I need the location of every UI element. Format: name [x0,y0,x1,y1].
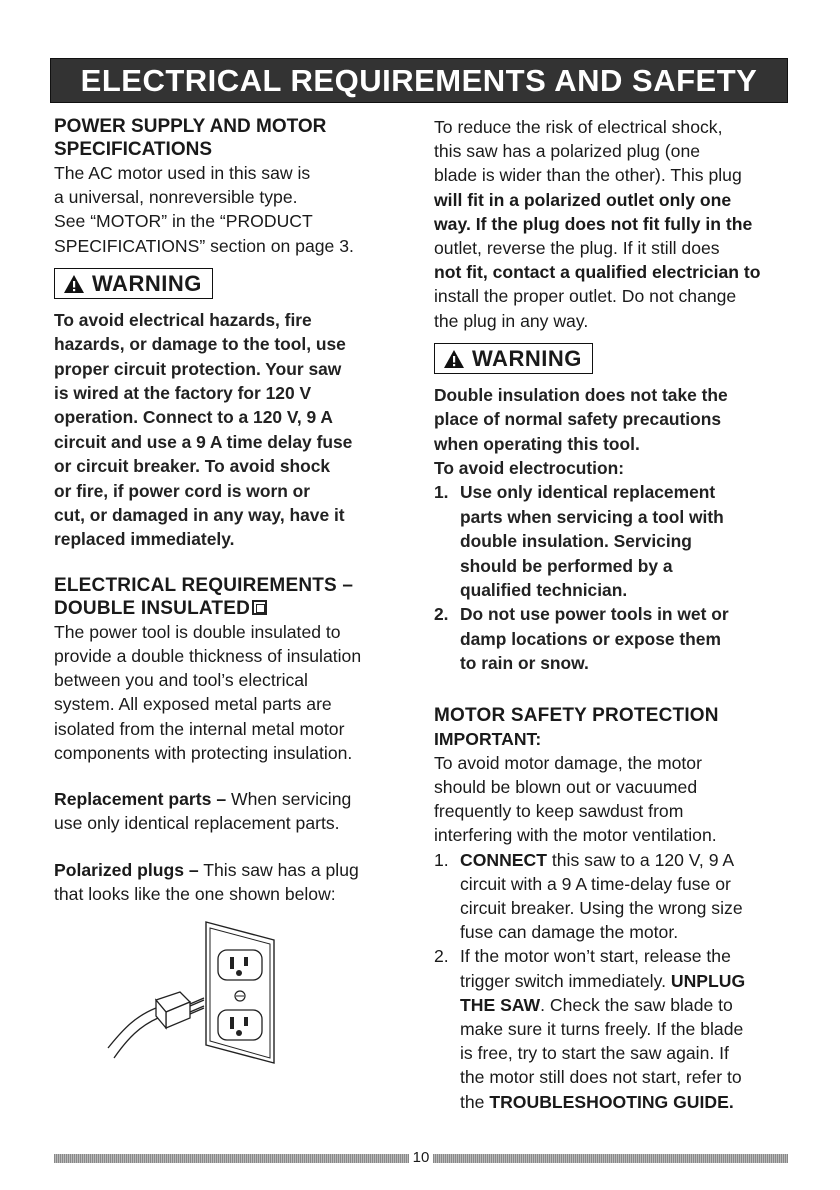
text-line: To reduce the risk of electrical shock, [434,117,723,137]
power-supply-heading [54,115,416,161]
text-line: The AC motor used in this saw is [54,163,311,183]
text-line: If the motor won’t start, release the [460,946,731,967]
warning-label-box [54,268,213,299]
text-line: a universal, nonreversible type. [54,187,298,208]
right-column [434,115,794,1114]
text-line: or fire, if power cord is worn or [54,480,311,501]
list-item [434,480,794,602]
motor-safety-text [434,751,794,848]
text-line: will fit in a polarized outlet only one [434,189,732,210]
page-number: 10 [412,1149,430,1166]
text-line: system. All exposed metal parts are [54,694,332,715]
list-item [434,602,794,675]
warning-label: WARNING [92,270,202,296]
text-line: interfering with the motor ventilation. [434,825,717,846]
left-column [54,115,416,1070]
text-line: is wired at the factory for 120 V [54,383,312,404]
text-line: double insulation. Servicing [460,531,692,552]
polarized-plugs-text [54,858,416,906]
text-line: circuit with a 9 A time-delay fuse or [460,873,731,894]
text-line: Double insulation does not take the [434,384,728,405]
text-line: make sure it turns freely. If the blade [460,1018,744,1039]
text-line: hazards, or damage to the tool, use [54,334,346,355]
text-line: to rain or snow. [460,653,589,674]
text-line: . Check the saw blade to [540,994,733,1015]
text-line: should be performed by a [460,555,673,576]
warning-triangle-icon [443,349,465,369]
replacement-parts-text [54,787,416,835]
text-line: operation. Connect to a 120 V, 9 A [54,407,333,428]
page-title: ELECTRICAL REQUIREMENTS AND SAFETY [80,62,758,98]
connect-label: CONNECT [460,849,547,870]
text-line: the motor still does not start, refer to [460,1067,742,1088]
text-line: circuit breaker. Using the wrong size [460,897,743,918]
heading-line: POWER SUPPLY AND MOTOR [54,116,327,137]
text-line: should be blown out or vacuumed [434,776,698,797]
text-line: The power tool is double insulated to [54,621,341,642]
text-line: replaced immediately. [54,529,235,550]
footer-bar-left [54,1154,409,1163]
list-item [434,944,794,1113]
text-line: Use only identical replacement [460,482,716,503]
step-number: 2. [434,604,449,625]
polarized-plugs-label: Polarized plugs – [54,859,199,880]
step-number: 1. [434,482,449,503]
polarized-plug-outlet-illustration [106,920,336,1065]
electrocution-steps [434,480,794,675]
motor-safety-heading: MOTOR SAFETY PROTECTION [434,704,719,726]
motor-steps [434,848,794,1114]
text-line: this saw has a polarized plug (one [434,141,701,162]
text-line: fuse can damage the motor. [460,922,679,943]
polarized-plug-explanation [434,115,794,333]
text-line: provide a double thickness of insulation [54,646,362,667]
text-line: trigger switch immediately. [460,970,671,991]
warning-text [54,308,416,552]
step-number: 2. [434,946,449,967]
page-banner [50,58,788,103]
text-line: use only identical replacement parts. [54,813,340,834]
double-insulation-warning [434,383,794,481]
text-line: circuit and use a 9 A time delay fuse [54,431,353,452]
unplug-label: UNPLUG [670,970,746,991]
text-line: way. If the plug does not fit fully in the [434,213,753,234]
text-line: blade is wider than the other). This plug [434,165,742,186]
important-label: IMPORTANT: [434,728,542,749]
heading-line: DOUBLE INSULATED [54,597,251,619]
text-line: parts when servicing a tool with [460,506,724,527]
text-line: See “MOTOR” in the “PRODUCT [54,211,313,232]
text-line: place of normal safety precautions [434,409,722,430]
step-number: 1. [434,849,449,870]
footer-bar-right [433,1154,788,1163]
list-item [434,848,794,945]
the-saw-label: THE SAW [460,994,541,1015]
text-line: or circuit breaker. To avoid shock [54,456,331,477]
text-line: cut, or damaged in any way, have it [54,505,345,526]
text-line: frequently to keep sawdust from [434,801,684,822]
text-line: proper circuit protection. Your saw [54,358,342,379]
text-line: outlet, reverse the plug. If it still does [434,238,720,259]
power-supply-text [54,161,416,258]
text-line: SPECIFICATIONS” section on page 3. [54,235,354,256]
warning-label: WARNING [472,345,582,371]
text-line: To avoid electrical hazards, fire [54,309,312,330]
troubleshooting-guide-link-text: TROUBLESHOOTING GUIDE. [489,1091,734,1112]
electrical-requirements-heading [54,574,416,620]
text-line: isolated from the internal metal motor [54,718,345,739]
heading-line: ELECTRICAL REQUIREMENTS – [54,574,354,596]
text-line: the plug in any way. [434,310,589,331]
text-line: When servicing [226,789,352,810]
text-line: when operating this tool. [434,433,640,454]
double-insulated-icon [252,600,267,615]
text-line: components with protecting insulation. [54,742,353,763]
text-line: install the proper outlet. Do not change [434,286,737,307]
text-line: not fit, contact a qualified electrician to [434,262,761,283]
electrocution-heading: To avoid electrocution: [434,458,625,479]
text-line: this saw to a 120 V, 9 A [547,849,735,870]
replacement-parts-label: Replacement parts – [54,789,227,810]
text-line: is free, try to start the saw again. If [460,1043,729,1064]
text-line: the [460,1091,490,1112]
page-footer [54,1151,788,1165]
text-line: between you and tool’s electrical [54,670,308,691]
text-line: qualified technician. [460,580,628,601]
text-line: Do not use power tools in wet or [460,604,729,625]
warning-triangle-icon [63,274,85,294]
text-line: damp locations or expose them [460,628,721,649]
text-line: This saw has a plug [198,859,359,880]
warning-label-box [434,343,593,374]
heading-line: SPECIFICATIONS [54,139,212,160]
text-line: To avoid motor damage, the motor [434,752,702,773]
electrical-requirements-text [54,620,416,765]
text-line: that looks like the one shown below: [54,883,336,904]
